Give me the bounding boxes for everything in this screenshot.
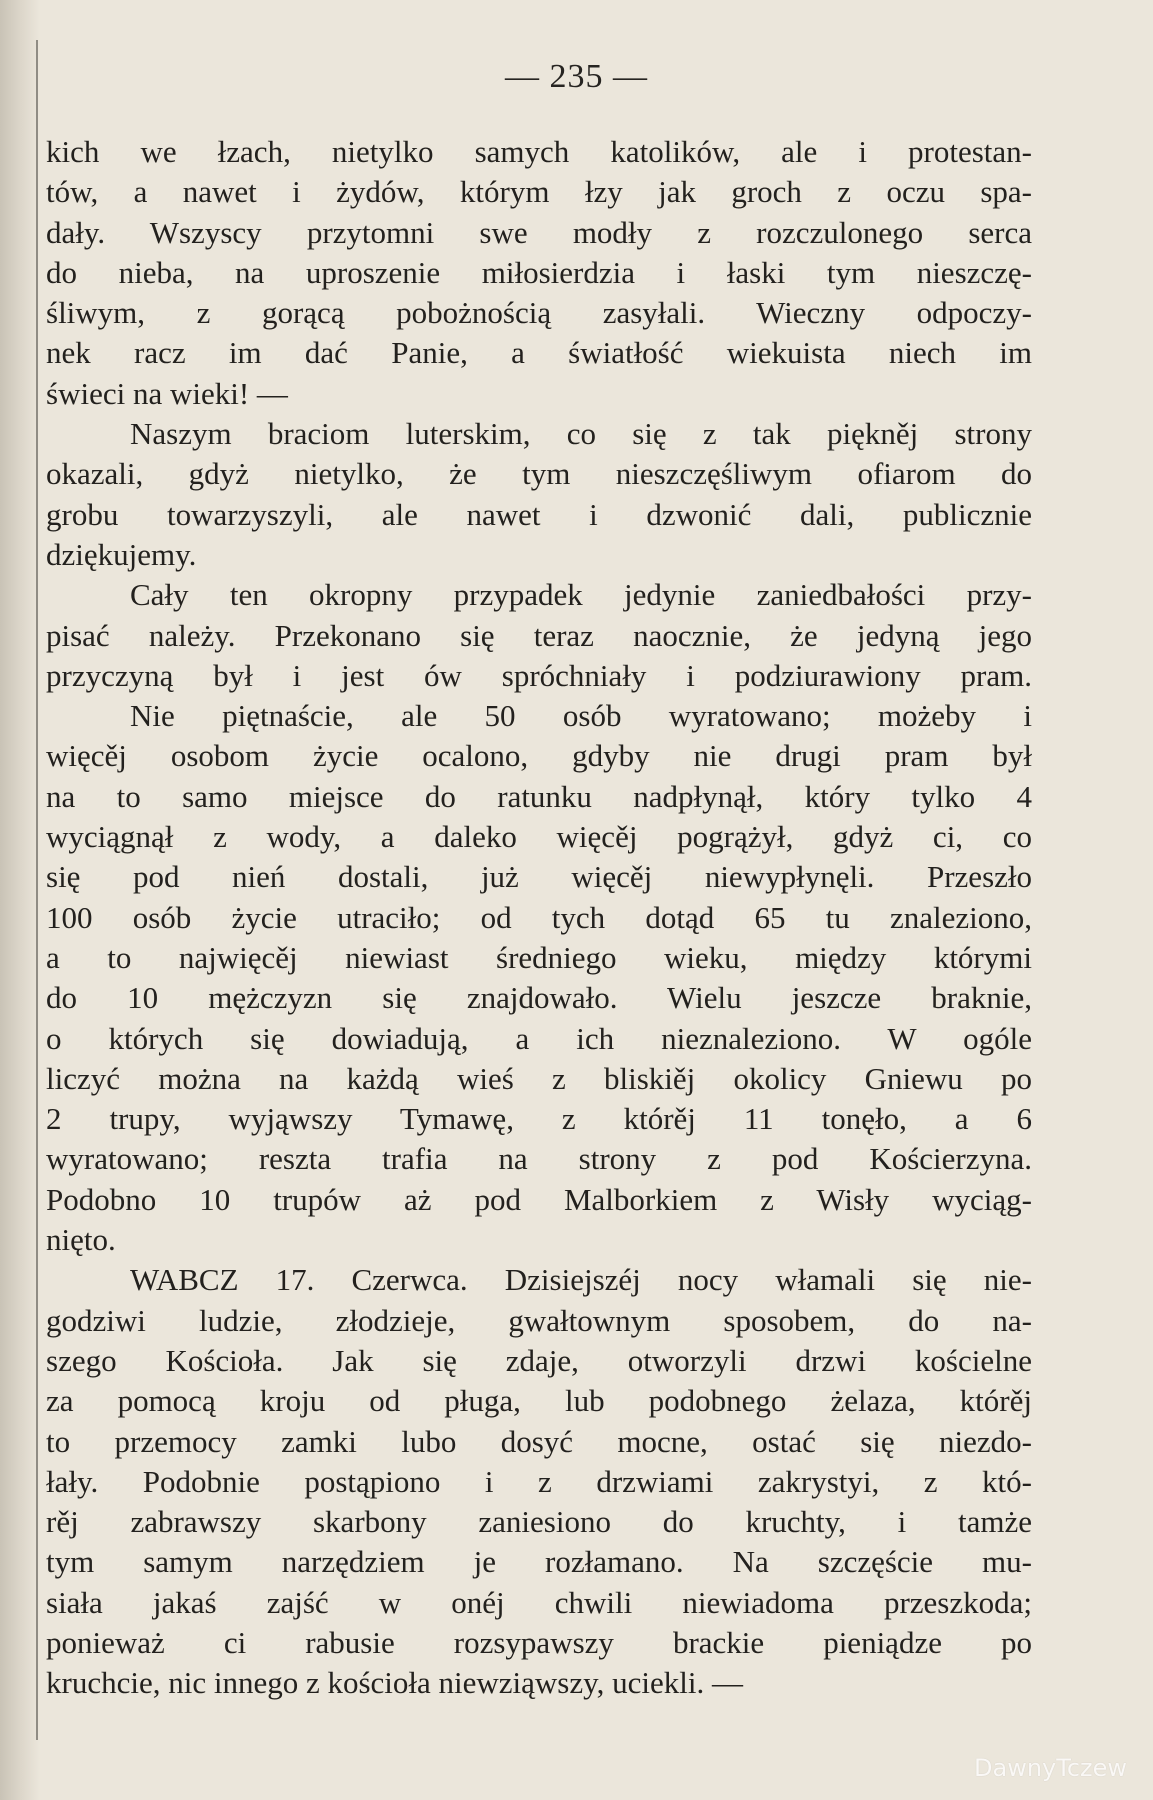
text-line: godziwi ludzie, złodzieje, gwałtownym sposobem, do na-: [46, 1302, 1032, 1338]
text-line: o których się dowiadują, a ich nieznaleziono. W ogóle: [46, 1020, 1032, 1056]
text-line: wyciągnął z wody, a daleko więcěj pogrążył, gdyż ci, co: [46, 819, 1032, 855]
text-line: grobu towarzyszyli, ale nawet i dzwonić dali, publicznie: [46, 496, 1032, 532]
text-line: Nie piętnaście, ale 50 osób wyratowano; możeby i: [130, 698, 1032, 734]
text-line: tów, a nawet i żydów, którym łzy jak groch z oczu spa-: [46, 174, 1032, 210]
text-line: ponieważ ci rabusie rozsypawszy brackie pieniądze po: [46, 1624, 1032, 1660]
body-text: [46, 132, 1032, 1704]
text-line: przyczyną był i jest ów spróchniały i podziurawiony pram.: [46, 657, 1032, 693]
text-line: Podobno 10 trupów aż pod Malborkiem z Wisły wyciąg-: [46, 1181, 1032, 1217]
text-line: świeci na wieki! —: [46, 375, 288, 411]
text-line: dały. Wszyscy przytomni swe modły z rozczulonego serca: [46, 214, 1032, 250]
text-line: to przemocy zamki lubo dosyć mocne, ostać się niezdo-: [46, 1423, 1032, 1459]
text-line: siała jakaś zajść w onéj chwili niewiadoma przeszkoda;: [46, 1584, 1032, 1620]
text-line: do nieba, na uproszenie miłosierdzia i łaski tym nieszczę-: [46, 254, 1032, 290]
text-line: kich we łzach, nietylko samych katolików, ale i protestan-: [46, 134, 1032, 169]
text-line: liczyć można na każdą wieś z bliskiěj okolicy Gniewu po: [46, 1060, 1032, 1096]
text-line: 2 trupy, wyjąwszy Tymawę, z którěj 11 tonęło, a 6: [46, 1101, 1032, 1137]
text-line: łały. Podobnie postąpiono i z drzwiami zakrystyi, z któ-: [46, 1463, 1032, 1499]
text-line: za pomocą kroju od pługa, lub podobnego żelaza, którěj: [46, 1383, 1032, 1419]
text-line: śliwym, z gorącą pobożnością zasyłali. Wieczny odpoczy-: [46, 295, 1032, 331]
page-edge-shadow: [0, 0, 40, 1800]
text-line: się pod nień dostali, już więcěj niewypłynęli. Przeszło: [46, 859, 1032, 895]
text-line: szego Kościoła. Jak się zdaje, otworzyli drzwi kościelne: [46, 1342, 1032, 1378]
text-line: 100 osób życie utraciło; od tych dotąd 65 tu znaleziono,: [46, 899, 1032, 935]
text-line: pisać należy. Przekonano się teraz naocznie, że jedyną jego: [46, 617, 1032, 653]
watermark: DawnyTczew: [974, 1754, 1127, 1782]
text-line: okazali, gdyż nietylko, że tym nieszczęśliwym ofiarom do: [46, 456, 1032, 492]
text-line: Cały ten okropny przypadek jedynie zaniedbałości przy-: [130, 577, 1032, 613]
margin-rule: [36, 40, 38, 1740]
text-line: na to samo miejsce do ratunku nadpłynął, który tylko 4: [46, 778, 1032, 814]
text-line: do 10 mężczyzn się znajdowało. Wielu jeszcze braknie,: [46, 980, 1032, 1016]
page-number-header: — 235 —: [505, 58, 648, 95]
text-line: więcěj osobom życie ocalono, gdyby nie drugi pram był: [46, 738, 1032, 774]
text-line: dziękujemy.: [46, 536, 197, 572]
text-line: wyratowano; reszta trafia na strony z pod Kościerzyna.: [46, 1141, 1032, 1177]
text-line: nięto.: [46, 1222, 116, 1258]
text-line: Naszym braciom luterskim, co się z tak piękněj strony: [130, 416, 1032, 452]
text-line: WABCZ 17. Czerwca. Dzisiejszéj nocy włamali się nie-: [130, 1262, 1032, 1298]
text-line: nek racz im dać Panie, a światłość wiekuista niech im: [46, 335, 1032, 371]
text-line: rěj zabrawszy skarbony zaniesiono do kruchty, i tamże: [46, 1504, 1032, 1540]
text-line: a to najwięcěj niewiast średniego wieku, między którymi: [46, 939, 1032, 975]
text-line: kruchcie, nic innego z kościoła niewziąwszy, uciekli. —: [46, 1665, 743, 1701]
text-line: tym samym narzędziem je rozłamano. Na szczęście mu-: [46, 1544, 1032, 1580]
